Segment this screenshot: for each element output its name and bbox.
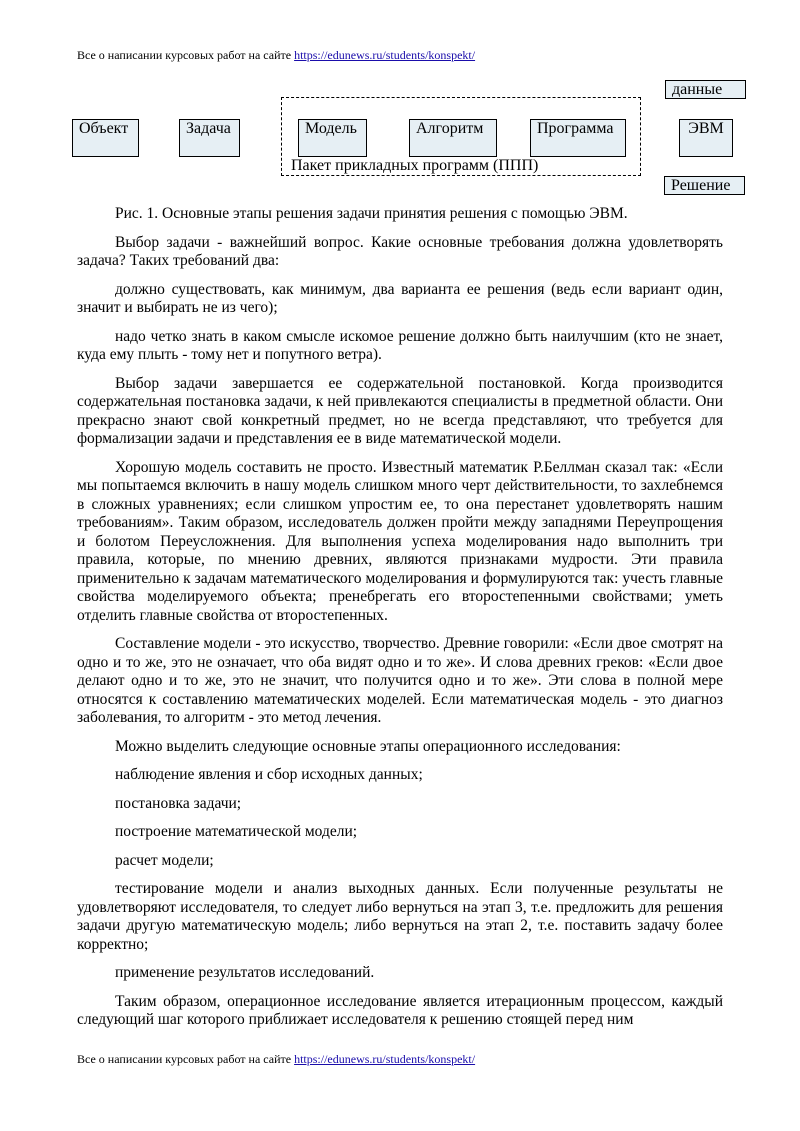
paragraph: Выбор задачи - важнейший вопрос. Какие основные требования должна удовлетворять задача? Таких требований два: <box>77 233 723 269</box>
list-item: применение результатов исследований. <box>115 964 375 981</box>
footer-link[interactable]: https://edunews.ru/students/konspekt/ <box>294 1052 476 1066</box>
model-box: Модель <box>298 119 367 157</box>
paragraph: Таким образом, операционное исследование является итерационным процессом, каждый следующий шаг которого приближает исследователя к решению стоящей перед ним <box>77 992 723 1028</box>
header-link[interactable]: https://edunews.ru/students/konspekt/ <box>294 48 476 62</box>
solution-box: Решение <box>664 176 745 195</box>
page-header <box>77 48 475 63</box>
object-box: Объект <box>72 119 139 157</box>
task-box: Задача <box>179 119 240 157</box>
data-box: данные <box>665 80 746 99</box>
footer-text: Все о написании курсовых работ на сайте <box>77 1052 295 1066</box>
paragraph: Составление модели - это искусство, творчество. Древние говорили: «Если двое смотрят на одно и то же, это не означает, что оба видят одно и то же». И слова древних греков: «Если двое делают одно и то же, это не значит, что получится одно и то же». Эти слова в полной мере относятся к составлению математических моделей. Если математическая модель - это диагноз заболевания, то алгоритм - это метод лечения. <box>77 635 723 726</box>
list-item: должно существовать, как минимум, два варианта ее решения (ведь если вариант один, значит и выбирать не из чего); <box>77 280 723 316</box>
paragraph: Можно выделить следующие основные этапы операционного исследования: <box>115 737 621 755</box>
algorithm-box: Алгоритм <box>409 119 497 157</box>
ppp-label: Пакет прикладных программ (ППП) <box>291 157 539 174</box>
paragraph: Хорошую модель составить не просто. Известный математик Р.Беллман сказал так: «Если мы попытаемся включить в нашу модель слишком много черт действительности, то захлебнемся в сложных уравнениях; если слишком упростим ее, то она перестанет удовлетворять нашим требованиям». Таким образом, исследователь должен пройти между западнями Переупрощения и болотом Переусложнения. Для выполнения успеха моделирования надо выполнить три правила, которые, по мнению древних, являются признаками мудрости. Эти правила применительно к задачам математического моделирования и формулируются так: учесть главные свойства моделируемого объекта; пренебрегать его второстепенными свойствами; уметь отделить главные свойства от второстепенных. <box>77 458 723 624</box>
list-item: расчет модели; <box>115 851 214 869</box>
paragraph: Выбор задачи завершается ее содержательной постановкой. Когда производится содержательная постановка задачи, к ней привлекаются специалисты в предметной области. Они прекрасно знают свой конкретный предмет, но не всегда представляют, что требуется для формализации задачи и представления ее в виде математической модели. <box>77 374 723 447</box>
list-item: построение математической модели; <box>115 823 358 840</box>
list-item: постановка задачи; <box>115 794 242 812</box>
page-footer <box>77 1052 475 1067</box>
header-text: Все о написании курсовых работ на сайте <box>77 48 295 62</box>
list-item: надо четко знать в каком смысле искомое решение должно быть наилучшим (кто не знает, куда ему плыть - тому нет и попутного ветра). <box>77 327 723 363</box>
list-item: наблюдение явления и сбор исходных данных; <box>115 766 423 783</box>
document-body <box>77 205 723 1040</box>
figure-caption: Рис. 1. Основные этапы решения задачи принятия решения с помощью ЭВМ. <box>115 205 628 222</box>
evm-box: ЭВМ <box>679 119 733 157</box>
list-item: тестирование модели и анализ выходных данных. Если полученные результаты не удовлетворяют исследователя, то следует либо вернуться на этап 3, т.е. предложить для решения задачи другую математическую модель; либо вернуться на этап 2, т.е. поставить задачу более корректно; <box>77 880 723 953</box>
program-box: Программа <box>530 119 626 157</box>
